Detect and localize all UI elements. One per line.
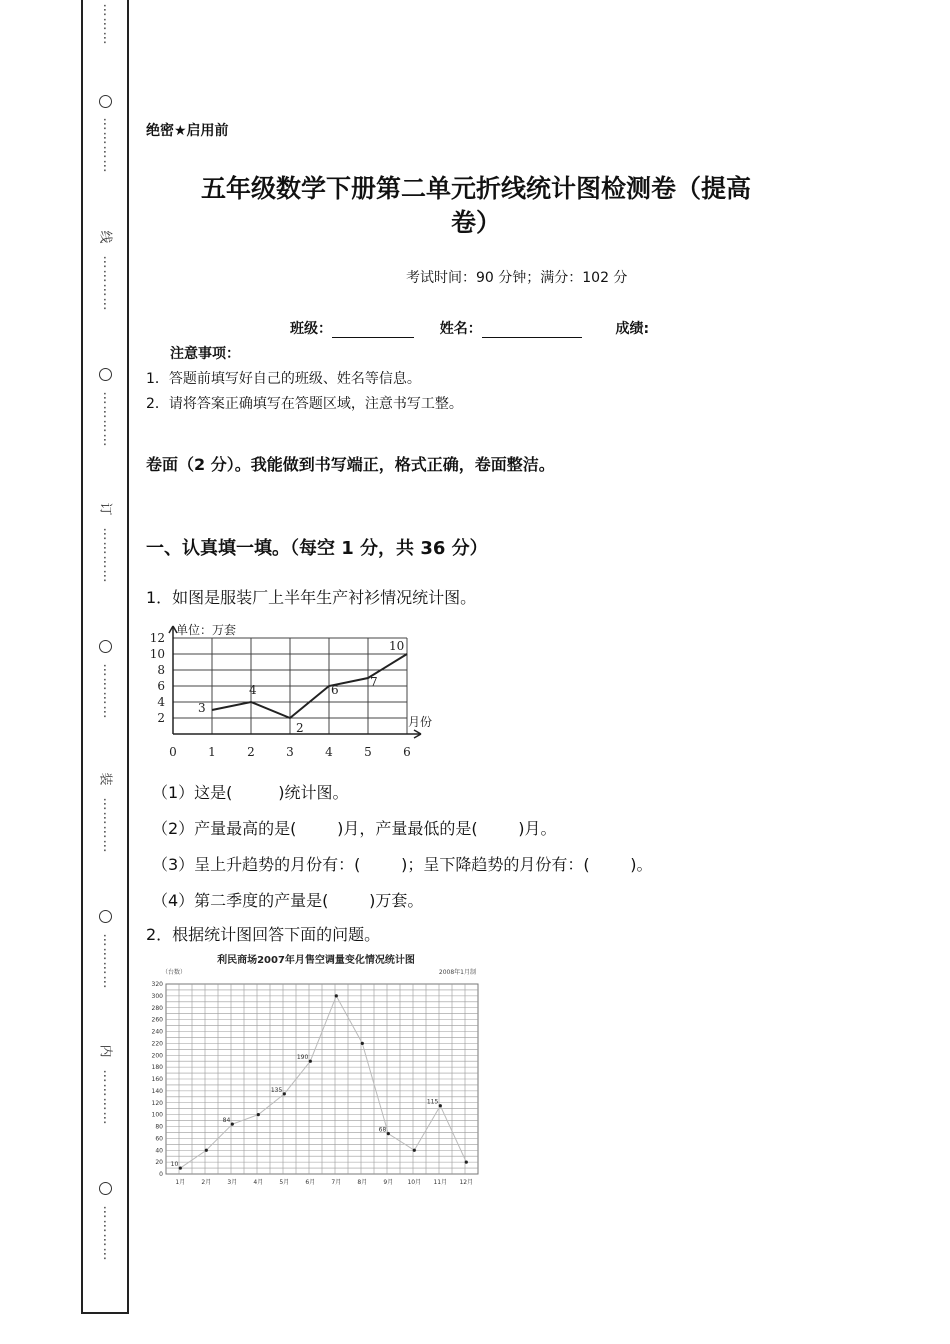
exam-time: 考试时间：90 分钟；满分：102 分 [406,270,628,286]
margin-dots: ⋮ ⋮ ⋮ ⋮ [98,933,112,990]
x-tick-label: 5月 [279,1179,290,1186]
title-line-2: 卷） [450,208,501,237]
x-tick-label: 2 [247,745,255,759]
data-point [283,1092,286,1095]
x-tick-label: 9月 [383,1179,394,1186]
x-tick-label: 5 [364,745,372,759]
x-tick-label: 4月 [253,1179,264,1186]
title-line-1: 五年级数学下册第二单元折线统计图检测卷（提高 [200,174,751,203]
y-tick-label: 6 [157,679,165,693]
y-tick-label: 160 [151,1076,163,1083]
chart-title: 利民商场2007年月售空调量变化情况统计图 [217,955,415,966]
y-tick-label: 260 [151,1016,163,1024]
y-tick-label: 300 [151,992,163,1000]
x-axis-label: 月份 [408,715,433,729]
y-tick-label: 320 [151,981,163,988]
margin-label-ding: 订 [97,502,113,516]
class-label: 班级： [290,321,332,337]
question-1: 1．如图是服装厂上半年生产衬衫情况统计图。 [146,588,477,607]
x-tick-label: 7月 [331,1179,342,1186]
x-tick-label: 4 [325,745,333,759]
page-score-note: 卷面（2 分）。我能做到书写端正，格式正确，卷面整洁。 [146,455,555,474]
class-blank[interactable] [332,322,414,338]
point-label: 7 [370,675,378,689]
name-blank[interactable] [482,322,582,338]
margin-dots: ⋮ ⋮ ⋮ ⋮ [98,391,112,448]
data-point [387,1132,390,1135]
x-tick-label: 3 [286,745,294,759]
point-label: 10 [389,639,405,653]
section-heading: 一、认真填一填。（每空 1 分，共 36 分） [146,538,488,559]
margin-dots: ⋮ ⋮ ⋮ ⋮ [98,1069,112,1126]
y-axis-label: （台数） [162,969,187,976]
x-tick-label: 12月 [459,1179,474,1186]
margin-dots: ⋮ ⋮ ⋮ ⋮ [98,255,112,312]
y-tick-label: 200 [151,1052,163,1060]
question-1-part-2: （2）产量最高的是( )月，产量最低的是( )月。 [152,819,557,838]
point-label: 84 [222,1117,231,1125]
margin-dots: ⋮ ⋮ ⋮ [98,3,112,46]
confidential-label: 绝密★启用前 [146,123,229,139]
point-label: 68 [378,1126,387,1134]
x-tick-label: 10月 [407,1179,422,1186]
y-tick-label: 12 [149,631,165,645]
margin-dots: ⋮ ⋮ ⋮ ⋮ [98,117,112,174]
point-label: 2 [296,721,304,735]
notice-item: 2．请将答案正确填写在答题区域，注意书写工整。 [146,396,463,412]
margin-label-nei: 内 [97,1044,113,1058]
point-label: 6 [331,683,339,697]
x-tick-label: 1月 [175,1179,186,1186]
y-tick-label: 120 [151,1099,163,1107]
question-1-part-1: （1）这是( )统计图。 [152,783,349,802]
y-tick-label: 100 [151,1111,163,1119]
x-tick-label: 0 [169,745,177,759]
point-label: 115 [426,1098,439,1106]
question-1-part-3: （3）呈上升趋势的月份有：( )；呈下降趋势的月份有：( )。 [152,855,653,874]
data-point [465,1161,468,1164]
name-label: 姓名： [439,321,482,337]
data-point [257,1113,260,1116]
data-point [439,1104,442,1107]
y-tick-label: 220 [151,1040,163,1048]
data-point [309,1060,312,1063]
margin-dots: ⋮ ⋮ ⋮ ⋮ [98,797,112,854]
y-tick-label: 280 [151,1004,163,1012]
binding-margin [81,0,129,1314]
data-point [231,1123,234,1126]
y-tick-label: 0 [159,1171,163,1178]
y-axis-label: 单位：万套 [176,623,237,637]
margin-dots: ⋮ ⋮ ⋮ ⋮ [98,663,112,720]
student-info-row [290,318,649,338]
chart-ac-sales [146,952,486,1192]
x-tick-label: 2月 [201,1179,212,1186]
x-tick-label: 6月 [305,1179,316,1186]
y-tick-label: 180 [151,1064,163,1072]
margin-dots: ⋮ ⋮ ⋮ ⋮ [98,527,112,584]
y-tick-label: 40 [155,1147,163,1155]
score-label: 成绩: [615,321,650,337]
chart-shirt-production [146,618,446,763]
margin-circle [83,368,127,381]
margin-label-zhuang: 装 [97,772,113,786]
data-point [413,1149,416,1152]
point-label: 190 [296,1054,309,1062]
chart-subtitle: 2008年1月制 [438,969,476,976]
x-tick-label: 6 [403,745,411,759]
margin-label-xian: 线 [97,230,113,244]
y-tick-label: 140 [151,1087,163,1095]
margin-circle [83,95,127,108]
point-label: 135 [270,1086,283,1094]
x-tick-label: 11月 [433,1179,448,1186]
y-tick-label: 4 [157,695,165,709]
x-tick-label: 1 [208,745,216,759]
notice-title: 注意事项： [170,346,240,362]
page-title [146,172,806,240]
question-2: 2．根据统计图回答下面的问题。 [146,925,381,944]
y-tick-label: 8 [157,663,165,677]
y-tick-label: 20 [155,1159,163,1167]
y-tick-label: 80 [155,1123,163,1131]
margin-dots: ⋮ ⋮ ⋮ ⋮ [98,1205,112,1262]
margin-circle [83,640,127,653]
y-tick-label: 240 [151,1028,163,1036]
data-point [205,1149,208,1152]
notice-item: 1．答题前填写好自己的班级、姓名等信息。 [146,371,421,387]
point-label: 3 [198,701,206,715]
data-point [179,1166,182,1169]
series-line [180,996,466,1168]
y-tick-label: 60 [155,1135,163,1143]
x-tick-label: 8月 [357,1179,368,1186]
x-tick-label: 3月 [227,1179,238,1186]
question-1-part-4: （4）第二季度的产量是( )万套。 [152,891,424,910]
margin-circle [83,1182,127,1195]
margin-circle [83,910,127,923]
point-label: 4 [249,683,257,697]
data-point [335,994,338,997]
point-label: 10 [170,1161,179,1169]
y-tick-label: 10 [149,647,165,661]
y-tick-label: 2 [157,711,165,725]
data-point [361,1042,364,1045]
